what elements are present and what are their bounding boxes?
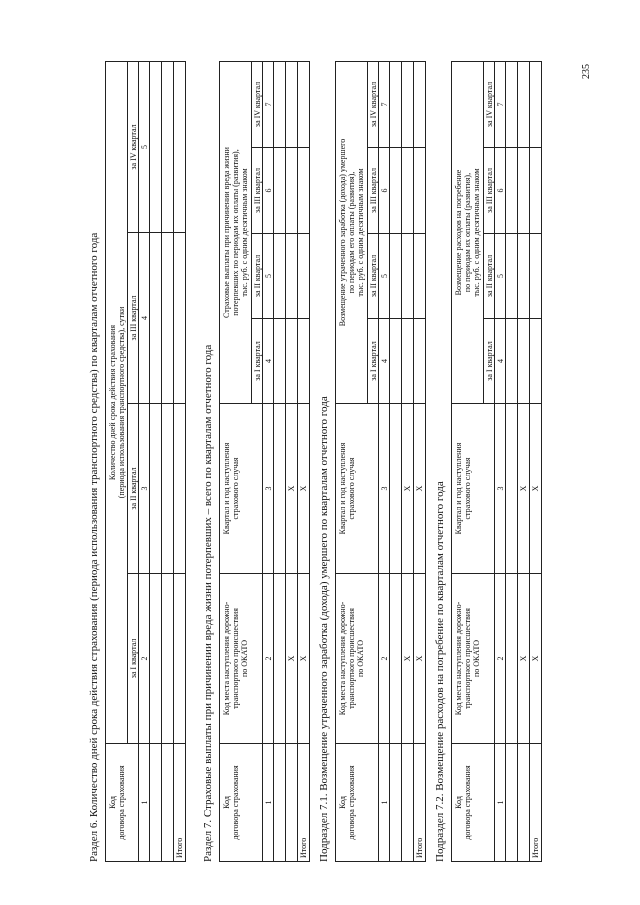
table-row <box>506 62 518 862</box>
subsection72-q1: за I квартал <box>484 319 495 404</box>
table-cell <box>162 404 174 574</box>
subsection71-q4: за IV квартал <box>368 62 379 148</box>
section6-q2: за II квартал <box>128 404 139 574</box>
section7-num-1: 1 <box>263 744 274 862</box>
section7-title: Раздел 7. Страховые выплаты при причинении вреда жизни потерпевших – всего по кварталам отчетного года <box>202 344 214 862</box>
subsection72-num-1: 1 <box>495 744 506 862</box>
table-cell <box>274 404 286 574</box>
table-cell <box>274 148 286 234</box>
section7-header-okato: Код места наступления дорожно- транспортного происшествия по ОКАТО <box>220 574 263 744</box>
section6-num-1: 1 <box>139 744 150 862</box>
section6-table <box>105 61 186 862</box>
section7-num-7: 7 <box>263 61 274 147</box>
table-cell <box>414 319 426 404</box>
subsection71-header-amount: Возмещение утраченного заработка (дохода) умершего по периодам его оплаты (развития), тыс. руб. с одним десятичным знаком <box>336 62 368 404</box>
table-cell <box>402 234 414 319</box>
section6-q1: за I квартал <box>128 574 139 744</box>
table-cell <box>506 62 518 148</box>
subsection71-num-6: 6 <box>379 148 390 234</box>
table-cell <box>402 148 414 234</box>
section7-q1: за I квартал <box>252 319 263 404</box>
table-cell <box>298 319 310 404</box>
subsection72-total-x-okato: X <box>530 574 542 744</box>
table-cell <box>506 148 518 234</box>
section7-header-amount: Страховые выплаты при причинении вреда жизни потерпевших по периодам их оплаты (развития), тыс. руб. с одним десятичным знаком <box>220 61 252 403</box>
subsection71-num-7: 7 <box>379 62 390 148</box>
subsection72-num-6: 6 <box>495 148 506 234</box>
section6-num-3: 3 <box>139 404 150 574</box>
table-row <box>150 61 162 861</box>
subsection72-header-okato: Код места наступления дорожно- транспортного происшествия по ОКАТО <box>452 574 495 744</box>
section7-x-quarter: X <box>286 404 298 574</box>
section7-q4: за IV квартал <box>252 61 263 147</box>
subsection71-q2: за II квартал <box>368 234 379 319</box>
subsection72-total-x-quarter: X <box>530 404 542 574</box>
table-cell <box>518 148 530 234</box>
table-cell <box>530 234 542 319</box>
table-cell <box>506 234 518 319</box>
table-cell <box>390 574 402 744</box>
table-cell <box>274 574 286 744</box>
table-cell <box>390 404 402 574</box>
section6-total-label: Итого <box>174 744 186 862</box>
table-cell <box>298 61 310 147</box>
subsection71-q3: за III квартал <box>368 148 379 234</box>
table-cell <box>286 61 298 147</box>
subsection72-x-quarter: X <box>518 404 530 574</box>
table-cell <box>286 744 298 862</box>
table-cell <box>506 744 518 862</box>
table-cell <box>174 233 186 404</box>
table-row <box>286 61 298 861</box>
table-cell <box>162 744 174 862</box>
table-row <box>390 62 402 862</box>
page-number: 235 <box>581 64 592 79</box>
rotated-page-content <box>87 52 557 862</box>
table-cell <box>174 574 186 744</box>
table-row <box>518 62 530 862</box>
subsection72-header-quarter: Квартал и год наступления страхового случая <box>452 404 495 574</box>
section7-q3: за III квартал <box>252 148 263 234</box>
table-cell <box>150 404 162 574</box>
subsection72-num-7: 7 <box>495 62 506 148</box>
section7-total-x-quarter: X <box>298 404 310 574</box>
table-cell <box>150 61 162 232</box>
section7-header-code: Код договора страхования <box>220 744 263 862</box>
table-cell <box>390 148 402 234</box>
subsection71-total-label: Итого <box>414 744 426 862</box>
section7-header-quarter: Квартал и год наступления страхового случая <box>220 404 263 574</box>
table-cell <box>402 319 414 404</box>
table-cell <box>518 319 530 404</box>
table-cell <box>390 319 402 404</box>
table-cell <box>174 404 186 574</box>
table-cell <box>518 234 530 319</box>
section7-table <box>219 61 310 862</box>
section6-header-code: Код договора страхования <box>106 744 139 862</box>
section7-q2: за II квартал <box>252 234 263 319</box>
table-row <box>402 62 414 862</box>
subsection72-header-code: Код договора страхования <box>452 744 495 862</box>
section6-q4: за IV квартал <box>128 61 139 232</box>
table-row <box>274 61 286 861</box>
subsection72-q2: за II квартал <box>484 234 495 319</box>
table-cell <box>162 233 174 404</box>
table-cell <box>402 744 414 862</box>
table-cell <box>506 404 518 574</box>
table-cell <box>518 62 530 148</box>
total-row <box>298 61 310 861</box>
section6-num-5: 5 <box>139 61 150 232</box>
subsection72-title: Подраздел 7.2. Возмещение расходов на погребение по кварталам отчетного года <box>434 481 446 862</box>
section7-num-4: 4 <box>263 319 274 404</box>
total-row <box>530 62 542 862</box>
subsection72-num-2: 2 <box>495 574 506 744</box>
table-cell <box>150 744 162 862</box>
table-cell <box>414 234 426 319</box>
section7-num-5: 5 <box>263 234 274 319</box>
table-cell <box>286 148 298 234</box>
table-cell <box>414 148 426 234</box>
table-cell <box>390 234 402 319</box>
table-cell <box>162 61 174 232</box>
section6-num-4: 4 <box>139 233 150 404</box>
section7-num-3: 3 <box>263 404 274 574</box>
subsection72-header-amount: Возмещение расходов на погребение по периодам их оплаты (развития), тыс. руб. с одним десятичным знаком <box>452 62 484 404</box>
table-cell <box>518 744 530 862</box>
subsection71-x-okato: X <box>402 574 414 744</box>
subsection71-num-1: 1 <box>379 744 390 862</box>
table-row <box>162 61 174 861</box>
section6-title: Раздел 6. Количество дней срока действия страхования (периода использования транспортного средства) по кварталам отчетного года <box>88 232 100 862</box>
subsection72-q4: за IV квартал <box>484 62 495 148</box>
subsection72-q3: за III квартал <box>484 148 495 234</box>
table-cell <box>390 62 402 148</box>
table-cell <box>274 319 286 404</box>
table-cell <box>298 234 310 319</box>
subsection71-table <box>335 61 426 862</box>
subsection71-total-x-quarter: X <box>414 404 426 574</box>
table-cell <box>506 574 518 744</box>
subsection72-num-5: 5 <box>495 234 506 319</box>
subsection71-header-quarter: Квартал и год наступления страхового случая <box>336 404 379 574</box>
subsection71-num-3: 3 <box>379 404 390 574</box>
table-cell <box>390 744 402 862</box>
subsection72-total-label: Итого <box>530 744 542 862</box>
total-row <box>414 62 426 862</box>
section7-num-6: 6 <box>263 148 274 234</box>
table-cell <box>530 148 542 234</box>
table-cell <box>298 148 310 234</box>
section7-x-okato: X <box>286 574 298 744</box>
subsection71-header-okato: Код места наступления дорожно- транспортного происшествия по ОКАТО <box>336 574 379 744</box>
section7-total-label: Итого <box>298 744 310 862</box>
subsection71-q1: за I квартал <box>368 319 379 404</box>
section7-num-2: 2 <box>263 574 274 744</box>
table-cell <box>174 61 186 232</box>
subsection72-num-3: 3 <box>495 404 506 574</box>
table-cell <box>286 319 298 404</box>
table-cell <box>274 744 286 862</box>
section6-header-days: Количество дней срока действия страхования (периода использования транспортного средства), сутки <box>106 61 128 743</box>
subsection71-header-code: Код договора страхования <box>336 744 379 862</box>
subsection72-x-okato: X <box>518 574 530 744</box>
subsection72-table <box>451 61 542 862</box>
subsection71-num-4: 4 <box>379 319 390 404</box>
table-cell <box>150 233 162 404</box>
subsection71-num-2: 2 <box>379 574 390 744</box>
subsection71-total-x-okato: X <box>414 574 426 744</box>
subsection71-title: Подраздел 7.1. Возмещение утраченного заработка (дохода) умершего по кварталам отчетного года <box>318 396 330 862</box>
table-cell <box>402 62 414 148</box>
section6-q3: за III квартал <box>128 233 139 404</box>
table-cell <box>530 319 542 404</box>
table-cell <box>414 62 426 148</box>
table-cell <box>150 574 162 744</box>
section6-num-2: 2 <box>139 574 150 744</box>
table-cell <box>274 61 286 147</box>
subsection72-num-4: 4 <box>495 319 506 404</box>
section7-total-x-okato: X <box>298 574 310 744</box>
subsection71-x-quarter: X <box>402 404 414 574</box>
total-row <box>174 61 186 861</box>
table-cell <box>506 319 518 404</box>
table-cell <box>286 234 298 319</box>
table-cell <box>162 574 174 744</box>
table-cell <box>530 62 542 148</box>
table-cell <box>274 234 286 319</box>
subsection71-num-5: 5 <box>379 234 390 319</box>
